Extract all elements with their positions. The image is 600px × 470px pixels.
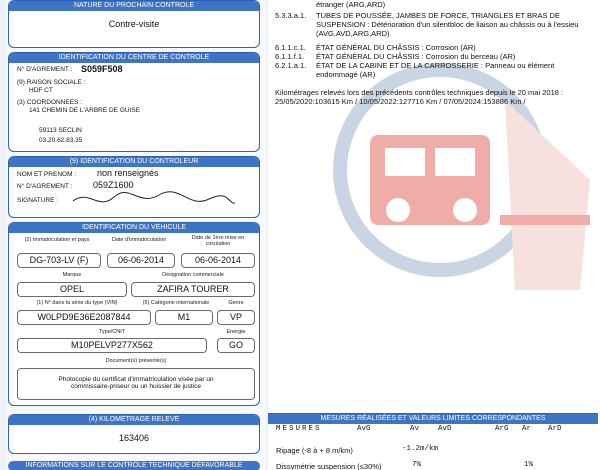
watermark-logo	[300, 40, 600, 300]
first-circ-value: 06-06-2014	[181, 253, 255, 268]
controller-header: (9) IDENTIFICATION DU CONTROLEUR	[9, 157, 259, 167]
model-label: Désignation commerciale	[162, 272, 224, 278]
vin-value: W0LPD9E36E2087844	[17, 310, 151, 325]
controller-name-label: NOM ET PRENOM :	[17, 171, 77, 178]
history-line2: 25/05/2020:103615 Km / 10/05/2022:127716 Km / 07/05/2024:153886 Km /	[275, 97, 526, 106]
center-box	[8, 52, 260, 152]
defect-3-code: 6.1.1.f.1.	[275, 52, 305, 61]
first-reg-value: 06-06-2014	[107, 253, 175, 268]
defect-0-text: étranger (ARG,ARD)	[316, 0, 386, 9]
unfavorable-header: INFORMATIONS SUR LE CONTRÔLE TECHNIQUE DÉFAVORABLE	[8, 461, 260, 470]
suspension-value-ar: 1%	[524, 461, 534, 469]
next-inspection-header: NATURE DU PROCHAIN CONTROLE	[9, 1, 259, 11]
measures-header: MESURES RÉALISÉES ET VALEURS LIMITES CORRESPONDANTES	[268, 414, 598, 424]
company-label: (9) RAISON SOCIALE :	[17, 79, 86, 86]
address-line2: 59113 SECLIN	[39, 127, 82, 134]
vin-label: (1) N° dans la série du type (VIN)	[36, 300, 118, 306]
first-circ-label: Date de 1ère mise en circulation	[191, 235, 245, 247]
col-avg: AvG	[357, 425, 371, 433]
center-header: IDENTIFICATION DU CENTRE DE CONTROLE	[9, 53, 259, 63]
docs-line1: Photocopie du certificat d'immatriculation visée par un	[58, 376, 214, 383]
coords-label: (3) COORDONNEES :	[17, 99, 83, 106]
mileage-box	[8, 414, 260, 454]
next-inspection-box	[8, 0, 260, 48]
col-ar: Ar	[522, 425, 532, 433]
controller-box	[8, 156, 260, 218]
vehicle-header: IDENTIFICATION DU VÉHICULE	[9, 223, 259, 233]
suspension-label: Dissymétrie suspension (≤30%)	[276, 462, 382, 470]
next-inspection-value: Contre-visite	[108, 19, 160, 29]
history-line1: Kilométrages relevés lors des précédents contrôles techniques depuis le 20 mai 2018 :	[275, 88, 564, 97]
defect-1-text: TUBES DE POUSSÉE, JAMBES DE FORCE, TRIANGLES ET BRAS DE SUSPENSION : Détérioration d'un silentbloc de liaison au châssis ou à l'essieu (AVG,AVD,ARG,ARD)	[316, 11, 579, 38]
signature-label: SIGNATURE :	[17, 197, 59, 204]
defect-2-text: ÉTAT GÉNÉRAL DU CHÂSSIS : Corrosion (AR)	[316, 43, 476, 52]
company-value: HDF CT	[29, 87, 53, 94]
vehicle-box	[8, 222, 260, 406]
type-value: M10PELVP277X562	[17, 338, 207, 353]
type-label: Type/CNIT	[98, 329, 126, 335]
docs-box	[17, 368, 255, 400]
col-avd: AvD	[438, 425, 452, 433]
ripage-label: Ripage (-8 à + 8 m/km)	[276, 446, 353, 455]
center-approval-label: N° D'AGREMENT :	[17, 66, 73, 73]
ripage-value-av: -1.2m/km	[402, 445, 439, 453]
genre-label: Genre	[228, 300, 244, 306]
col-arg: ArG	[495, 425, 509, 433]
signature-scribble	[69, 187, 239, 215]
docs-line2: commissaire-priseur ou un huissier de justice	[70, 383, 202, 390]
defect-2-code: 6.1.1.c.1.	[275, 43, 306, 52]
category-value: M1	[155, 310, 213, 325]
energy-label: Energie	[226, 329, 246, 335]
defect-3-text: ÉTAT GÉNÉRAL DU CHÂSSIS : Corrosion du berceau (AR)	[316, 52, 516, 61]
measures-col-title: MESURES	[276, 425, 322, 433]
reg-label: (2) Immatriculation et pays	[24, 237, 90, 243]
energy-value: GO	[217, 338, 255, 353]
col-ard: ArD	[548, 425, 562, 433]
center-approval-value: S059F508	[81, 64, 123, 74]
reg-value: DG-703-LV (F)	[17, 253, 101, 268]
brand-label: Marque	[62, 272, 82, 278]
defect-4-text: ÉTAT DE LA CABINE ET DE LA CARROSSERIE : Panneau ou élément endommagé (AR)	[316, 61, 555, 79]
controller-approval-value: 059Z1600	[93, 180, 134, 190]
address-line1: 141 CHEMIN DE L'ARBRE DE GUISE	[29, 107, 141, 114]
defect-1-code: 5.3.3.a.1.	[275, 11, 307, 20]
col-av: Av	[410, 425, 420, 433]
suspension-value-av: 7%	[412, 461, 422, 469]
controller-approval-label: N° D'AGREMENT :	[17, 183, 73, 190]
docs-label: Document(s) présenté(s)	[105, 358, 167, 364]
first-reg-label: Date d'immatriculation	[111, 237, 167, 243]
category-label: (5) Catégorie internationale	[142, 300, 210, 306]
mileage-header: (4) KILOMÉTRAGE RELEVÉ	[9, 415, 259, 425]
genre-value: VP	[217, 310, 255, 325]
controller-name-value: non renseignés	[97, 168, 159, 178]
brand-value: OPEL	[17, 282, 127, 297]
mileage-value: 163406	[118, 433, 150, 443]
phone: 03.20.62.83.35	[39, 137, 83, 144]
model-value: ZAFIRA TOURER	[131, 282, 255, 297]
defect-4-code: 6.2.1.a.1.	[275, 61, 307, 70]
